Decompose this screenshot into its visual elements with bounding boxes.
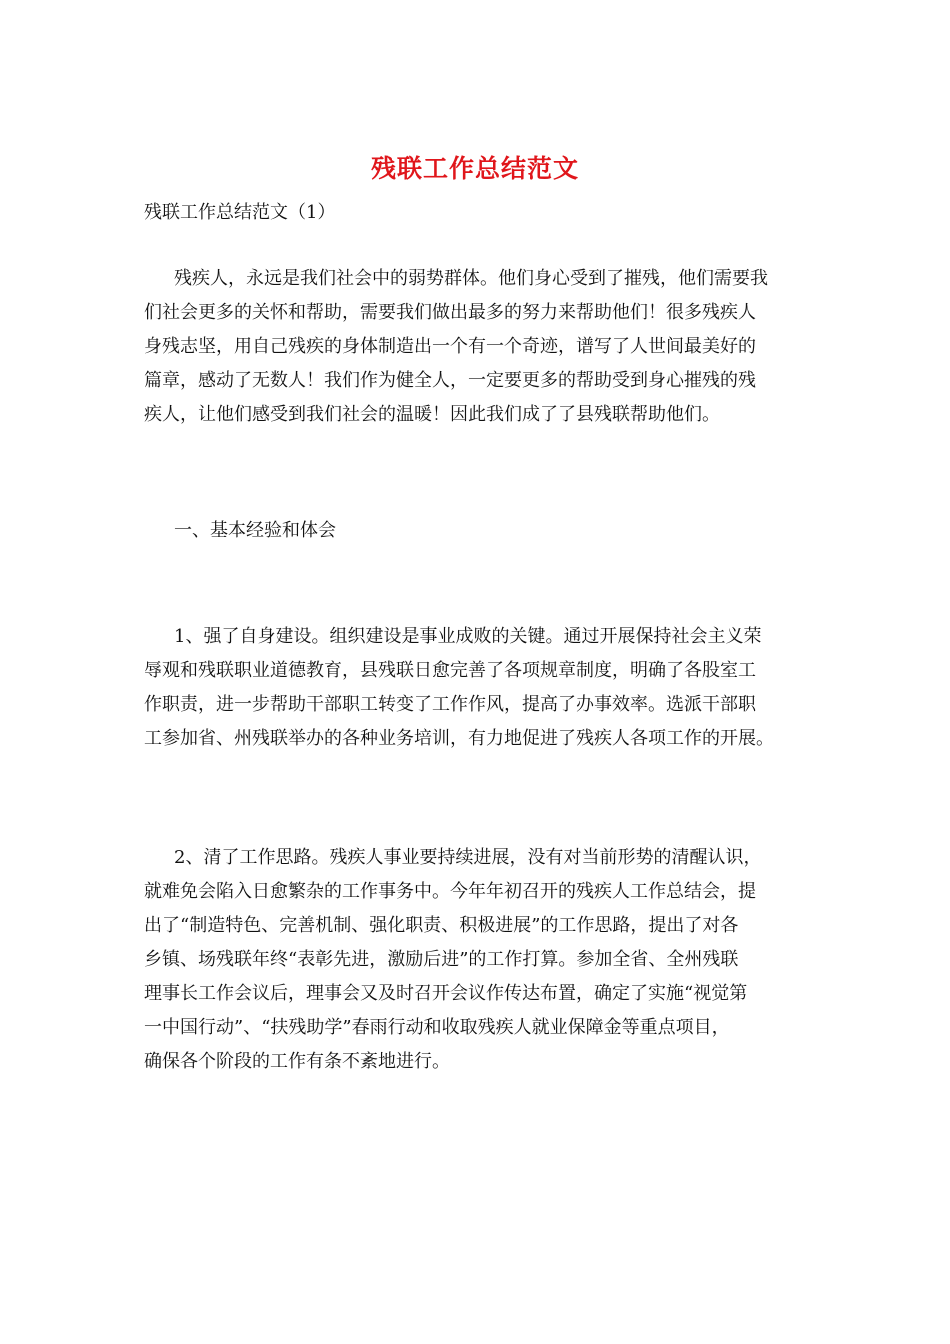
item-2-paragraph xyxy=(144,841,814,1079)
document-title: 残联工作总结范文 xyxy=(370,154,579,183)
paragraph-line: 工参加省、州残联举办的各种业务培训，有力地促进了残疾人各项工作的开展。 xyxy=(144,728,774,749)
document-subtitle: 残联工作总结范文（1） xyxy=(144,202,336,223)
paragraph-line: 残疾人，永远是我们社会中的弱势群体。他们身心受到了摧残，他们需要我 xyxy=(174,268,768,289)
paragraph-line: 们社会更多的关怀和帮助，需要我们做出最多的努力来帮助他们！很多残疾人 xyxy=(144,302,756,323)
paragraph-line: 身残志坚，用自己残疾的身体制造出一个有一个奇迹，谱写了人世间最美好的 xyxy=(144,336,756,357)
item-1-paragraph xyxy=(144,620,814,756)
section-heading: 一、基本经验和体会 xyxy=(174,520,336,541)
paragraph-line: 作职责，进一步帮助干部职工转变了工作作风，提高了办事效率。选派干部职 xyxy=(144,694,756,715)
paragraph-line: 理事长工作会议后，理事会又及时召开会议作传达布置，确定了实施“视觉第 xyxy=(144,983,748,1004)
paragraph-line: 1、强了自身建设。组织建设是事业成败的关键。通过开展保持社会主义荣 xyxy=(174,626,762,647)
paragraph-line: 一中国行动”、“扶残助学”春雨行动和收取残疾人就业保障金等重点项目， xyxy=(144,1017,730,1038)
paragraph-line: 就难免会陷入日愈繁杂的工作事务中。今年年初召开的残疾人工作总结会，提 xyxy=(144,881,756,902)
paragraph-line: 2、清了工作思路。残疾人事业要持续进展，没有对当前形势的清醒认识， xyxy=(174,847,762,868)
paragraph-line: 出了“制造特色、完善机制、强化职责、积极进展”的工作思路，提出了对各 xyxy=(144,915,739,936)
paragraph-line: 乡镇、场残联年终“表彰先进，激励后进”的工作打算。参加全省、全州残联 xyxy=(144,949,739,970)
paragraph-line: 篇章，感动了无数人！我们作为健全人，一定要更多的帮助受到身心摧残的残 xyxy=(144,370,756,391)
intro-paragraph xyxy=(144,262,814,432)
paragraph-line: 疾人，让他们感受到我们社会的温暖！因此我们成了了县残联帮助他们。 xyxy=(144,404,720,425)
paragraph-line: 确保各个阶段的工作有条不紊地进行。 xyxy=(144,1051,450,1072)
paragraph-line: 辱观和残联职业道德教育，县残联日愈完善了各项规章制度，明确了各股室工 xyxy=(144,660,756,681)
